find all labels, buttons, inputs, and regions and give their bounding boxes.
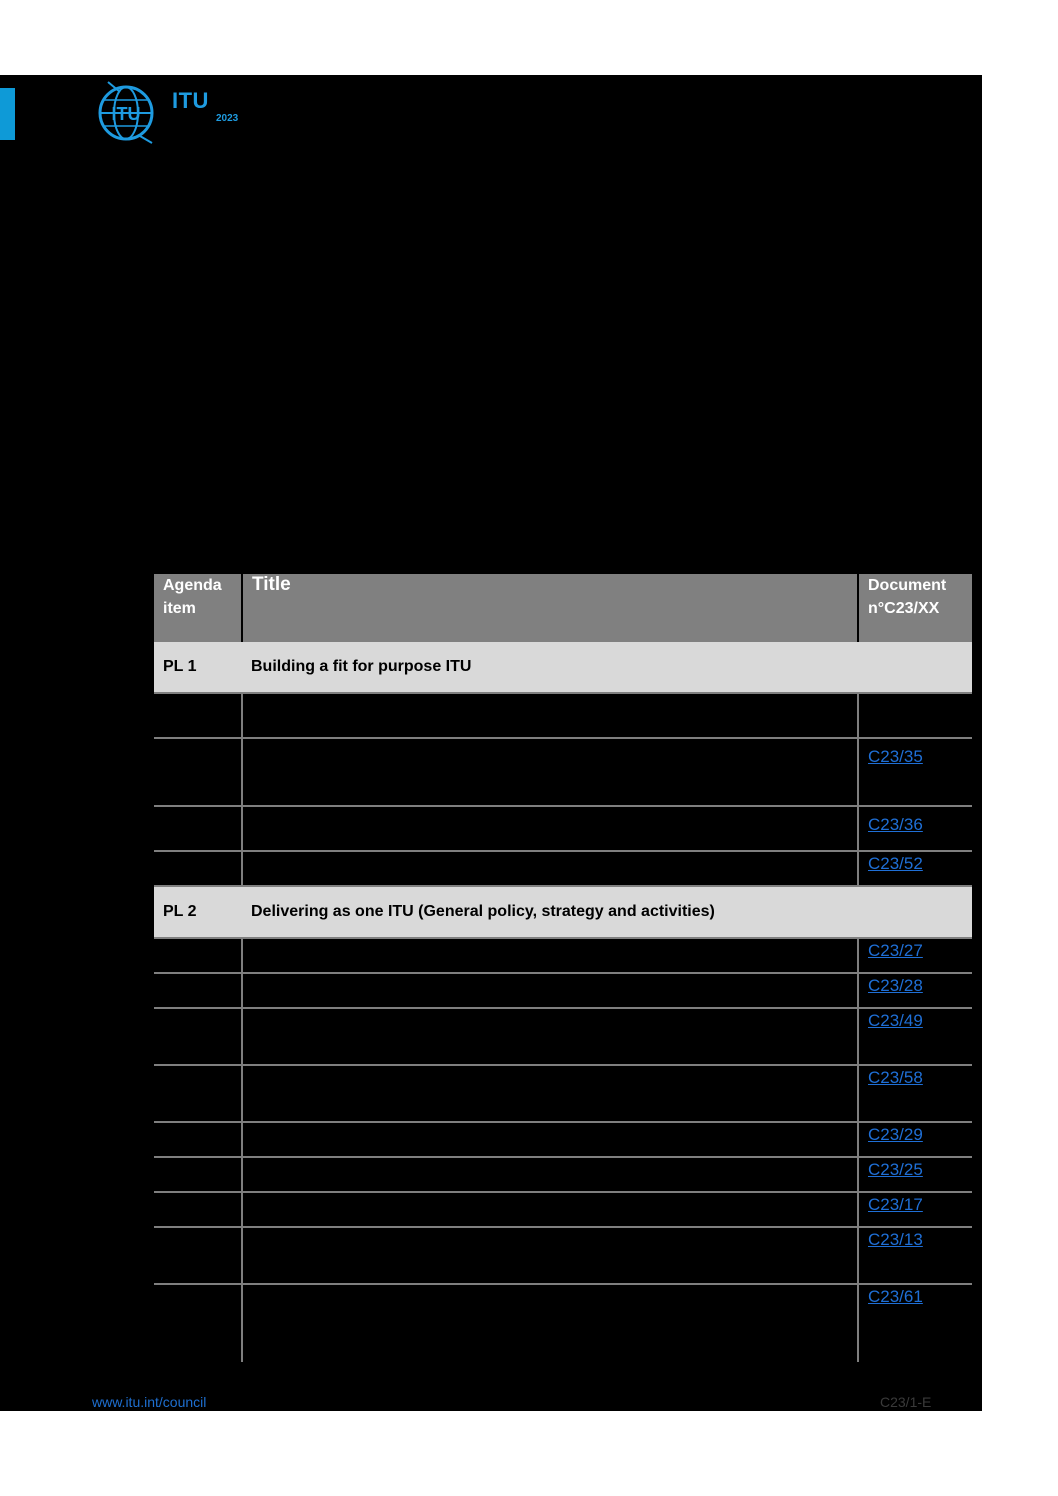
section-row-pl1	[154, 642, 972, 693]
table-row	[154, 1157, 972, 1192]
table-row	[154, 1227, 972, 1284]
table-row	[154, 851, 972, 886]
footer-url-link[interactable]: www.itu.int/council	[92, 1394, 207, 1410]
table-row	[154, 1122, 972, 1157]
header-document: Document n°C23/XX	[858, 574, 972, 642]
document-link[interactable]: C23/36	[868, 815, 923, 834]
document-link[interactable]: C23/17	[868, 1195, 923, 1214]
table-row	[154, 1284, 972, 1362]
document-link[interactable]: C23/61	[868, 1287, 923, 1306]
brand-year: 2023	[216, 113, 239, 124]
table-row	[154, 973, 972, 1008]
section-row-pl2	[154, 886, 972, 938]
table-row	[154, 1192, 972, 1227]
brand-name: ITU	[172, 88, 209, 113]
document-link[interactable]: C23/29	[868, 1125, 923, 1144]
table-row	[154, 938, 972, 973]
document-link[interactable]: C23/25	[868, 1160, 923, 1179]
table-row	[154, 693, 972, 738]
agenda-table	[154, 574, 972, 1362]
document-link[interactable]: C23/52	[868, 854, 923, 873]
table-header-row	[154, 574, 972, 642]
accent-bar	[0, 88, 15, 140]
document-link[interactable]: C23/27	[868, 941, 923, 960]
header-agenda-item: Agenda item	[154, 574, 242, 642]
itu-logo-icon	[96, 80, 158, 144]
document-link[interactable]: C23/13	[868, 1230, 923, 1249]
footer-doc-ref: C23/1-E	[880, 1394, 932, 1410]
section-title: Delivering as one ITU (General policy, strategy and activities)	[242, 886, 972, 938]
section-item: PL 1	[154, 642, 242, 693]
svg-text:ITU: ITU	[111, 104, 141, 124]
table-row	[154, 738, 972, 806]
document-link[interactable]: C23/58	[868, 1068, 923, 1087]
section-item: PL 2	[154, 886, 242, 938]
document-link[interactable]: C23/49	[868, 1011, 923, 1030]
header-title: Title	[242, 574, 858, 642]
table-row	[154, 1008, 972, 1065]
table-row	[154, 806, 972, 851]
document-link[interactable]: C23/28	[868, 976, 923, 995]
table-row	[154, 1065, 972, 1122]
document-link[interactable]: C23/35	[868, 747, 923, 766]
section-title: Building a fit for purpose ITU	[242, 642, 972, 693]
